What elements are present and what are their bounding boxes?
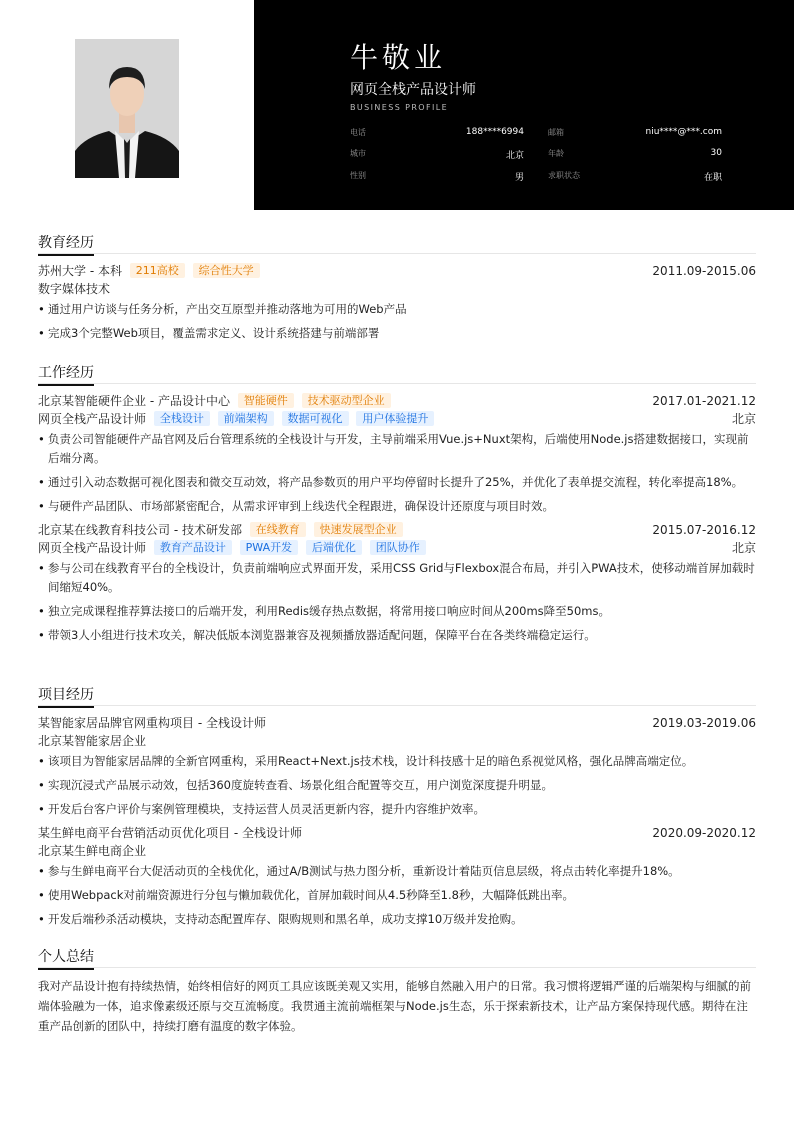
project-name: 某生鲜电商平台营销活动页优化项目 - 全栈设计师 (38, 826, 302, 840)
project-bullets (38, 862, 756, 929)
info-row-phone-email (350, 127, 722, 141)
skill-tag: 后端优化 (306, 540, 362, 555)
list-item: • 通过引入动态数据可视化图表和微交互动效，将产品参数页的用户平均停留时长提升了25%，并优化了表单提交流程，转化率提高18%。 (38, 473, 756, 492)
education-bullets (38, 300, 756, 343)
info-row-city-age (350, 148, 722, 162)
skill-tag: 全栈设计 (154, 411, 210, 426)
major: 数字媒体技术 (38, 282, 111, 296)
project-name-line (38, 824, 756, 842)
list-item: • 参与生鲜电商平台大促活动页的全栈优化，通过A/B测试与热力图分析，重新设计着陆页信息层级，将点击转化率提升18%。 (38, 862, 756, 881)
header-panel (254, 0, 794, 210)
work-section (38, 362, 756, 650)
education-date: 2011.09-2015.06 (652, 264, 756, 278)
list-item: • 开发后端秒杀活动模块，支持动态配置库存、限购规则和黑名单，成功支撑10万级并发抢购。 (38, 910, 756, 929)
project-bullets (38, 752, 756, 819)
school-tag: 211高校 (130, 263, 185, 278)
email-label: 邮箱 (548, 128, 564, 137)
skill-tag: 前端架构 (218, 411, 274, 426)
resume-header (0, 0, 794, 210)
job-status-label: 求职状态 (548, 171, 580, 180)
list-item: • 通过用户访谈与任务分析，产出交互原型并推动落地为可用的Web产品 (38, 300, 756, 319)
skill-tag: PWA开发 (240, 540, 298, 555)
job-company-line (38, 521, 756, 539)
job-date: 2017.01-2021.12 (652, 394, 756, 408)
job-role: 网页全栈产品设计师 (38, 541, 147, 555)
city-label: 城市 (350, 149, 366, 158)
candidate-title: 网页全栈产品设计师 (350, 82, 476, 98)
company-name: 北京某在线教育科技公司 - 技术研发部 (38, 523, 242, 537)
list-item: • 实现沉浸式产品展示动效，包括360度旋转查看、场景化组合配置等交互，用户浏览深度提升明显。 (38, 776, 756, 795)
list-item: • 独立完成课程推荐算法接口的后端开发，利用Redis缓存热点数据，将常用接口响应时间从200ms降至50ms。 (38, 602, 756, 621)
list-item: • 带领3人小组进行技术攻关，解决低版本浏览器兼容及视频播放器适配问题，保障平台在各类终端稳定运行。 (38, 626, 756, 645)
list-item: • 完成3个完整Web项目，覆盖需求定义、设计系统搭建与前端部署 (38, 324, 756, 343)
job-city: 北京 (731, 412, 756, 426)
age-label: 年龄 (548, 149, 564, 158)
section-header (38, 232, 756, 254)
phone-label: 电话 (350, 128, 366, 137)
skill-tag: 团队协作 (370, 540, 426, 555)
info-row-gender-status (350, 170, 722, 184)
company-tag: 智能硬件 (238, 393, 294, 408)
city-value: 北京 (505, 151, 524, 161)
job-status-value: 在职 (703, 173, 722, 183)
summary-text: 我对产品设计抱有持续热情，始终相信好的网页工具应该既美观又实用，能够自然融入用户的日常。我习惯将逻辑严谨的后端架构与细腻的前端体验融为一体，追求像素级还原与交互流畅度。我贯通主流前端框架与Node.js生态，乐于探索新技术，让产品方案保持现代感。期待在注重产品创新的团队中，持续打磨有温度的数字体验。 (38, 979, 751, 1033)
company-name: 北京某智能硬件企业 - 产品设计中心 (38, 394, 230, 408)
skill-tag: 数据可视化 (282, 411, 349, 426)
job-bullets (38, 559, 756, 645)
phone-value: 188****6994 (465, 127, 524, 137)
gender-value: 男 (514, 173, 524, 183)
list-item: • 负责公司智能硬件产品官网及后台管理系统的全栈设计与开发，主导前端采用Vue.js+Nuxt架构，后端使用Node.js搭建数据接口，实现前后端分离。 (38, 430, 756, 468)
company-tag: 在线教育 (250, 522, 306, 537)
list-item: • 使用Webpack对前端资源进行分包与懒加载优化，首屏加载时间从4.5秒降至1.8秒，大幅降低跳出率。 (38, 886, 756, 905)
project-org: 北京某智能家居企业 (38, 734, 147, 748)
list-item: • 与硬件产品团队、市场部紧密配合，从需求评审到上线迭代全程跟进，确保设计还原度与项目时效。 (38, 497, 756, 516)
list-item: • 参与公司在线教育平台的全栈设计，负责前端响应式界面开发，采用CSS Grid与Flexbox混合布局，并引入PWA技术，使移动端首屏加载时间缩短40%。 (38, 559, 756, 597)
list-item: • 开发后台客户评价与案例管理模块，支持运营人员灵活更新内容，提升内容维护效率。 (38, 800, 756, 819)
section-title: 教育经历 (38, 234, 94, 256)
candidate-name: 牛敬业 (350, 41, 447, 74)
section-title: 个人总结 (38, 948, 94, 970)
project-org: 北京某生鲜电商企业 (38, 844, 147, 858)
company-tag: 技术驱动型企业 (302, 393, 391, 408)
gender-label: 性别 (350, 171, 366, 180)
projects-section (38, 684, 756, 934)
section-header (38, 946, 756, 968)
job-company-line (38, 392, 756, 410)
job-role: 网页全栈产品设计师 (38, 412, 147, 426)
skill-tag: 教育产品设计 (154, 540, 232, 555)
education-section (38, 232, 756, 348)
job-city: 北京 (731, 541, 756, 555)
list-item: • 该项目为智能家居品牌的全新官网重构，采用React+Next.js技术栈，设计科技感十足的暗色系视觉风格，强化品牌高端定位。 (38, 752, 756, 771)
summary-section (38, 946, 756, 1036)
job-bullets (38, 430, 756, 516)
project-date: 2019.03-2019.06 (652, 716, 756, 730)
email-value: niu****@***.com (645, 127, 722, 137)
section-title: 工作经历 (38, 364, 94, 386)
education-school-line (38, 262, 756, 280)
job-role-line (38, 539, 756, 557)
company-tag: 快速发展型企业 (314, 522, 403, 537)
section-title: 项目经历 (38, 686, 94, 708)
section-header (38, 684, 756, 706)
school-tag: 综合性大学 (193, 263, 260, 278)
business-profile-label: BUSINESS PROFILE (350, 103, 449, 112)
school-name: 苏州大学 - 本科 (38, 264, 122, 278)
profile-photo (75, 39, 179, 178)
job-date: 2015.07-2016.12 (652, 523, 756, 537)
skill-tag: 用户体验提升 (356, 411, 434, 426)
age-value: 30 (710, 148, 722, 158)
project-name: 某智能家居品牌官网重构项目 - 全栈设计师 (38, 716, 266, 730)
project-date: 2020.09-2020.12 (652, 826, 756, 840)
project-name-line (38, 714, 756, 732)
section-header (38, 362, 756, 384)
job-role-line (38, 410, 756, 428)
